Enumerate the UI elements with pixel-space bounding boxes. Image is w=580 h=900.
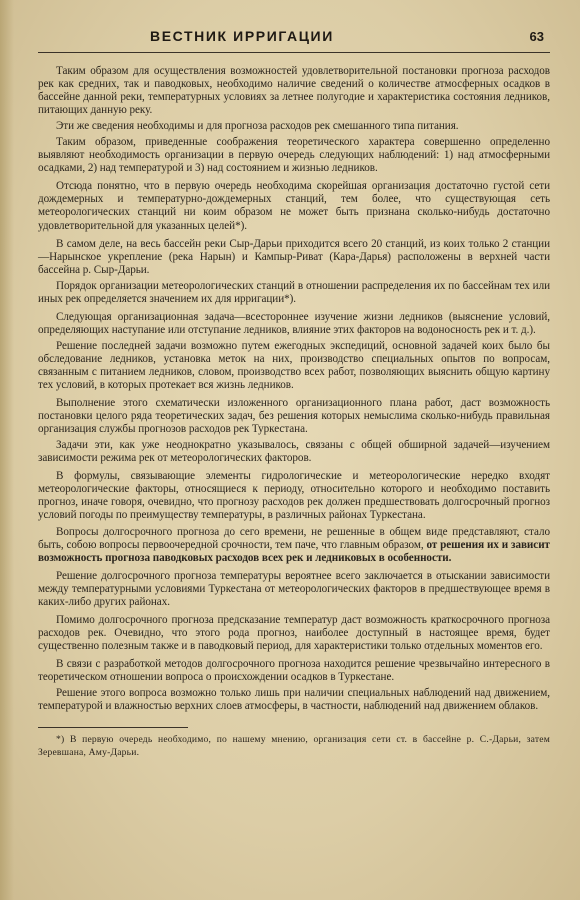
paragraph-12 [38, 526, 550, 565]
paragraph-14: Помимо долгосрочного прогноза предсказание температур даст возможность краткосрочного прогноза расходов рек. Очевидно, что этого рода прогноз, наиболее доступный в настоящее время, будет существенно полезным также и в паводковый период, для характеристики только отдельных моментов его. [38, 613, 550, 652]
paragraph-16: Решение этого вопроса возможно только лишь при наличии специальных наблюдений над движением, температурой и влажностью верхних слоев атмосферы, в частности, наблюдений над движением облаков. [38, 687, 550, 713]
paragraph-10: Задачи эти, как уже неоднократно указывалось, связаны с общей обширной задачей—изучением зависимости режима рек от метеорологических факторов. [38, 439, 550, 465]
paragraph-15: В связи с разработкой методов долгосрочного прогноза находится решение чрезвычайно интересного в теоретическом отношении вопроса о происхождении осадков в Туркестане. [38, 657, 550, 683]
paragraph-13: Решение долгосрочного прогноза температуры вероятнее всего заключается в отыскании зависимости между температурными условиями Туркестана от метеорологических факторов в предшествующее время в каких-либо других районах. [38, 569, 550, 608]
page-header [38, 28, 550, 50]
paragraph-2: Эти же сведения необходимы и для прогноза расходов рек смешанного типа питания. [56, 120, 459, 133]
header-rule [38, 52, 550, 53]
paragraph-8: Решение последней задачи возможно путем ежегодных экспедиций, основной задачей коих было бы обследование ледников, установка меток на них, производство специальных опытов по вопросам, связанным с питанием ледников, словом, производство всех работ, позволяющих выяснить общую картину тех условий, в которых протекает вся жизнь ледников. [38, 339, 550, 392]
paragraph-4: Отсюда понятно, что в первую очередь необходима скорейшая организация достаточно густой сети дождемерных и температурно-дождемерных станций, тем более, что существующая сеть метеорологических станций ни коим образом не может быть признана сколько-нибудь достаточно удовлетворительной для указанных целей*). [38, 180, 550, 232]
paragraph-9: Выполнение этого схематически изложенного организационного плана работ, даст возможность постановки целого ряда теоретических задач, без решения которых немыслима сколько-нибудь правильная организация службы прогнозов расходов рек Туркестана. [38, 397, 550, 436]
paragraph-12-text: Вопросы долгосрочного прогноза до сего времени, не решенные в общем виде представляют, стало быть, собою вопросы первоочередной срочности, тем паче, что главным образом, [38, 525, 550, 551]
paragraph-7: Следующая организационная задача—всестороннее изучение жизни ледников (выяснение условий, определяющих наступание или отступание ледников, влияние этих факторов на водоносность рек и т. д.). [38, 310, 550, 336]
paragraph-5: В самом деле, на весь бассейн реки Сыр-Дарьи приходится всего 20 станций, из коих только 2 станции—Нарынское укрепление (река Нарын) и Кампыр-Риват (Кара-Дарья) расположены в верхней части бассейна р. Сыр-Дарьи. [38, 237, 550, 276]
page-number: 63 [529, 29, 544, 44]
footnote-rule [38, 727, 188, 728]
paragraph-3: Таким образом, приведенные соображения теоретического характера совершенно определенно выявляют необходимость организации в первую очередь следующих наблюдений: 1) над атмосферными осадками, 2) над температурой и 3) над состоянием и жизнью ледников. [38, 136, 550, 175]
paragraph-6: Порядок организации метеорологических станций в отношении распределения их по бассейнам тех или иных рек определяется значением их для ирригации*). [38, 279, 550, 305]
article-body [38, 65, 550, 713]
paragraph-1: Таким образом для осуществления возможностей удовлетворительной постановки прогноза расходов рек как средних, так и паводковых, необходимо наличие сведений о количестве атмосферных осадков в бассейне данной реки, температурных условиях за летнее полугодие и характеристика состояния ледников, питающих данную реку. [38, 65, 550, 117]
footnote: *) В первую очередь необходимо, по нашему мнению, организация сети ст. в бассейне р. С.-Дарьи, затем Зеревшана, Аму-Дарьи. [38, 734, 550, 758]
paragraph-11: В формулы, связывающие элементы гидрологические и метеорологические нередко входят метеорологические факторы, относящиеся к периоду, относительно которого и необходимо поставить прогноз, иначе говоря, очевидно, что прогнозу расходов рек должен предшествовать долгосрочный прогноз условий погоды по преимуществу температуры, в различных районах Туркестана. [38, 470, 550, 522]
running-head: ВЕСТНИК ИРРИГАЦИИ [150, 28, 334, 44]
paragraph-12-emphasis: от решения их и зависит возможность прогноза паводковых расходов всех рек и ледниковых в особенности. [38, 538, 550, 564]
